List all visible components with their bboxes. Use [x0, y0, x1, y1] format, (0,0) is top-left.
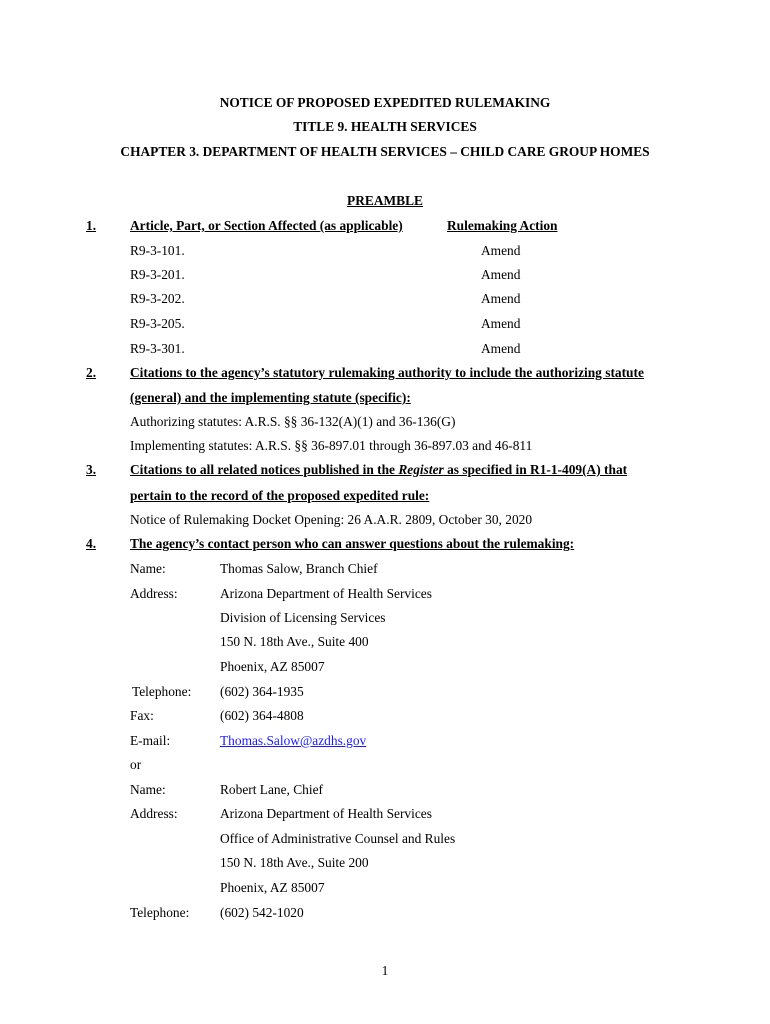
contact2-address-line: Phoenix, AZ 85007 — [220, 880, 325, 895]
title-heading: TITLE 9. HEALTH SERVICES — [293, 119, 477, 134]
table-row-action: Amend — [481, 267, 521, 282]
table-row-action: Amend — [481, 243, 521, 258]
or-separator: or — [130, 757, 142, 772]
contact1-address-line: 150 N. 18th Ave., Suite 400 — [220, 634, 369, 649]
affected-sections-heading: Article, Part, or Section Affected (as applicable) — [130, 218, 403, 233]
authorizing-statutes: Authorizing statutes: A.R.S. §§ 36-132(A)(1) and 36-136(G) — [130, 414, 456, 429]
table-row-action: Amend — [481, 291, 521, 306]
chapter-heading: CHAPTER 3. DEPARTMENT OF HEALTH SERVICES – CHILD CARE GROUP HOMES — [120, 144, 650, 159]
page-number: 1 — [381, 963, 389, 978]
contact1-address-label: Address: — [130, 586, 178, 601]
implementing-statutes: Implementing statutes: A.R.S. §§ 36-897.01 through 36-897.03 and 46-811 — [130, 438, 533, 453]
register-italic: Register — [398, 462, 444, 477]
contact2-telephone: (602) 542-1020 — [220, 905, 304, 920]
table-row-section: R9-3-202. — [130, 291, 185, 306]
section-number-2: 2. — [86, 365, 97, 380]
table-row-section: R9-3-301. — [130, 341, 185, 356]
table-row-section: R9-3-205. — [130, 316, 185, 331]
contact1-address-line: Arizona Department of Health Services — [220, 586, 432, 601]
contact1-address-line: Division of Licensing Services — [220, 610, 386, 625]
contact2-address-line: Arizona Department of Health Services — [220, 806, 432, 821]
table-row-section: R9-3-201. — [130, 267, 185, 282]
rulemaking-action-heading: Rulemaking Action — [447, 218, 558, 233]
docket-opening-notice: Notice of Rulemaking Docket Opening: 26 A.A.R. 2809, October 30, 2020 — [130, 512, 533, 527]
contact1-telephone: (602) 364-1935 — [220, 684, 304, 699]
contact1-name: Thomas Salow, Branch Chief — [220, 561, 378, 576]
related-notices-heading — [130, 463, 627, 476]
heading-text: Citations to all related notices published in the — [130, 462, 399, 477]
contact1-email-link[interactable]: Thomas.Salow@azdhs.gov — [220, 733, 367, 748]
contact1-name-label: Name: — [130, 561, 166, 576]
contact1-address-line: Phoenix, AZ 85007 — [220, 659, 325, 674]
statutory-authority-heading-cont: (general) and the implementing statute (specific): — [130, 390, 411, 405]
contact1-fax-label: Fax: — [130, 708, 154, 723]
contact-person-heading: The agency’s contact person who can answer questions about the rulemaking: — [130, 536, 575, 551]
contact2-address-line: Office of Administrative Counsel and Rules — [220, 831, 456, 846]
related-notices-heading-cont: pertain to the record of the proposed expedited rule: — [130, 488, 430, 503]
contact1-fax: (602) 364-4808 — [220, 708, 304, 723]
contact2-telephone-label: Telephone: — [130, 905, 190, 920]
contact1-telephone-label: Telephone: — [132, 684, 192, 699]
contact2-address-label: Address: — [130, 806, 178, 821]
statutory-authority-heading: Citations to the agency’s statutory rulemaking authority to include the authorizing statute — [130, 365, 644, 380]
section-number-1: 1. — [86, 218, 97, 233]
notice-title: NOTICE OF PROPOSED EXPEDITED RULEMAKING — [219, 95, 551, 110]
contact2-name: Robert Lane, Chief — [220, 782, 323, 797]
heading-text: as specified in R1-1-409(A) that — [443, 462, 628, 477]
contact1-email-label: E-mail: — [130, 733, 171, 748]
table-row-action: Amend — [481, 341, 521, 356]
contact2-address-line: 150 N. 18th Ave., Suite 200 — [220, 855, 369, 870]
preamble-heading: PREAMBLE — [347, 193, 423, 208]
table-row-section: R9-3-101. — [130, 243, 185, 258]
table-row-action: Amend — [481, 316, 521, 331]
contact2-name-label: Name: — [130, 782, 166, 797]
section-number-4: 4. — [86, 536, 97, 551]
section-number-3: 3. — [86, 462, 97, 477]
